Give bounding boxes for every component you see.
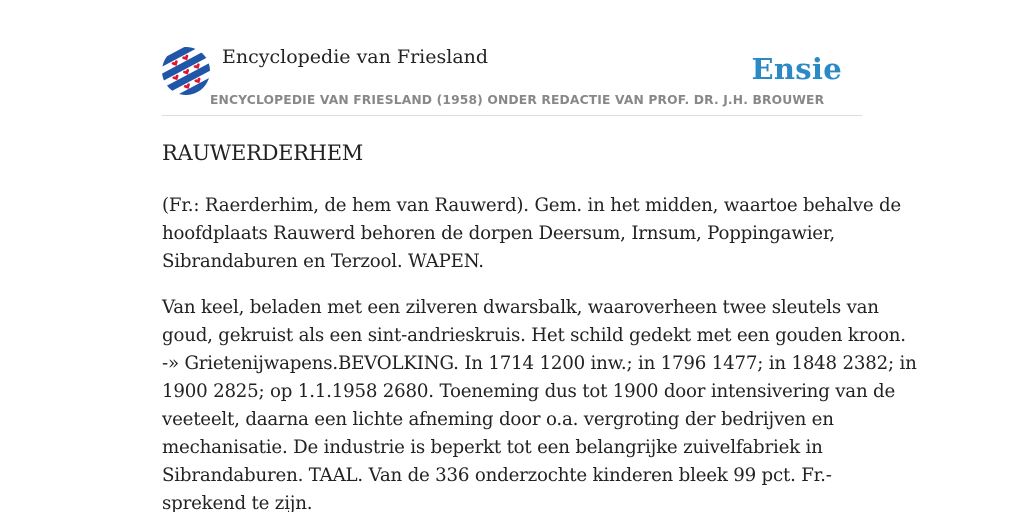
- text-line: mechanisatie. De industrie is beperkt tot een belangrijke zuivelfabriek in: [162, 437, 823, 458]
- text-line: Van keel, beladen met een zilveren dwarsbalk, waaroverheen twee sleutels van: [162, 297, 879, 318]
- ensie-brand-logo[interactable]: Ensie: [751, 52, 842, 86]
- entry-paragraph-2: [162, 294, 917, 512]
- entry-body: [162, 192, 917, 512]
- source-title-link[interactable]: Encyclopedie van Friesland: [222, 46, 489, 68]
- text-line: sprekend te zijn.: [162, 493, 313, 512]
- entry-title: RAUWERDERHEM: [162, 141, 363, 165]
- frisian-flag-logo-icon[interactable]: [162, 47, 210, 95]
- text-line: Sibrandaburen en Terzool. WAPEN.: [162, 251, 484, 272]
- text-line: -» Grietenijwapens.BEVOLKING. In 1714 1200 inw.; in 1796 1477; in 1848 2382; in: [162, 353, 917, 374]
- header-divider: [162, 115, 862, 116]
- text-line: (Fr.: Raerderhim, de hem van Rauwerd). Gem. in het midden, waartoe behalve de: [162, 195, 901, 216]
- text-line: 1900 2825; op 1.1.1958 2680. Toeneming dus tot 1900 door intensivering van de: [162, 381, 896, 402]
- text-line: goud, gekruist als een sint-andrieskruis. Het schild gedekt met een gouden kroon.: [162, 325, 906, 346]
- text-line: hoofdplaats Rauwerd behoren de dorpen Deersum, Irnsum, Poppingawier,: [162, 223, 835, 244]
- source-subtitle: ENCYCLOPEDIE VAN FRIESLAND (1958) ONDER REDACTIE VAN PROF. DR. J.H. BROUWER: [210, 93, 825, 107]
- entry-paragraph-1: [162, 192, 901, 276]
- text-line: veeteelt, daarna een lichte afneming door o.a. vergroting der bedrijven en: [162, 409, 834, 430]
- text-line: Sibrandaburen. TAAL. Van de 336 onderzochte kinderen bleek 99 pct. Fr.-: [162, 465, 832, 486]
